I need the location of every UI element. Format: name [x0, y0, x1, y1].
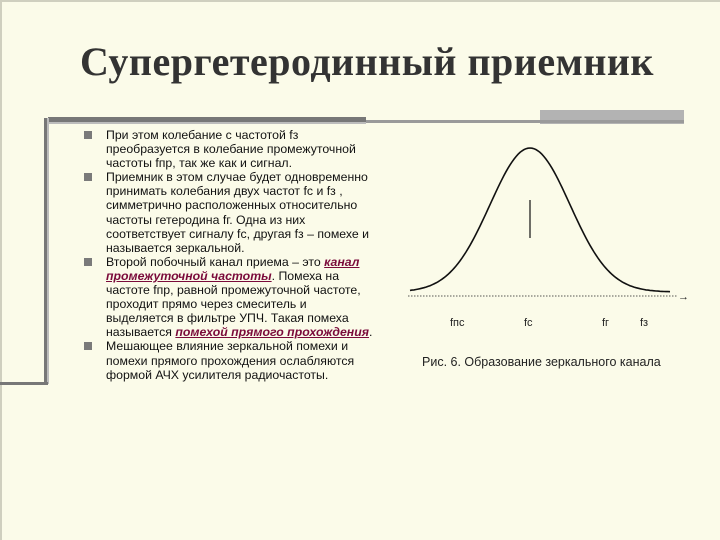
frequency-response-chart [400, 130, 690, 340]
tick-label-fpc: fпс [450, 317, 465, 329]
slide-title: Супергетеродинный приемник [80, 39, 654, 84]
square-bullet-icon [84, 258, 92, 266]
bullet-list [84, 128, 374, 382]
list-item [84, 170, 374, 255]
figure-caption: Рис. 6. Образование зеркального канала [422, 355, 661, 369]
tick-label-fc: fс [524, 317, 533, 329]
content-vertical-rule-shadow [47, 118, 49, 384]
bullet-text: Мешающее влияние зеркальной помехи и помехи прямого прохождения ослабляются формой АЧХ усилителя радиочастоты. [106, 339, 355, 382]
bullet-text-part: . [368, 325, 373, 340]
list-item [84, 255, 374, 340]
slide-left-edge [0, 0, 2, 540]
square-bullet-icon [84, 173, 92, 181]
list-item [84, 339, 374, 381]
content-bottom-rule [0, 382, 48, 385]
slide-top-edge [0, 0, 720, 2]
list-item [84, 128, 374, 170]
title-underline-left-shadow [48, 122, 366, 124]
response-curve [410, 148, 670, 292]
tick-label-fg: fг [602, 317, 610, 329]
tick-label-fz: fз [640, 317, 649, 329]
direct-pass-interference-link[interactable]: помехой прямого прохождения [175, 325, 369, 340]
bullet-text-part: Второй побочный канал приема – это [106, 254, 325, 269]
title-underline-right [366, 120, 684, 123]
bullet-text-part: . Помеха на частоте fпр, равной промежуточной частоте, проходит прямо через смеситель и выделяется в фильтре УПЧ. Такая помеха называется [106, 268, 361, 340]
x-axis-arrow: → [678, 291, 689, 303]
bullet-text: Приемник в этом случае будет одновременно принимать колебания двух частот fc и fз , симметрично расположенных относительно частоты гетеродина fг. Одна из них соответствует сигналу fc, другая fз – помехе и называется зеркальной. [106, 170, 369, 255]
bullet-text: При этом колебание с частотой fз преобразуется в колебание промежуточной частоты fпр, так же как и сигнал. [106, 128, 356, 171]
square-bullet-icon [84, 342, 92, 350]
if-channel-link[interactable]: канал промежуточной частоты [106, 254, 360, 283]
square-bullet-icon [84, 131, 92, 139]
